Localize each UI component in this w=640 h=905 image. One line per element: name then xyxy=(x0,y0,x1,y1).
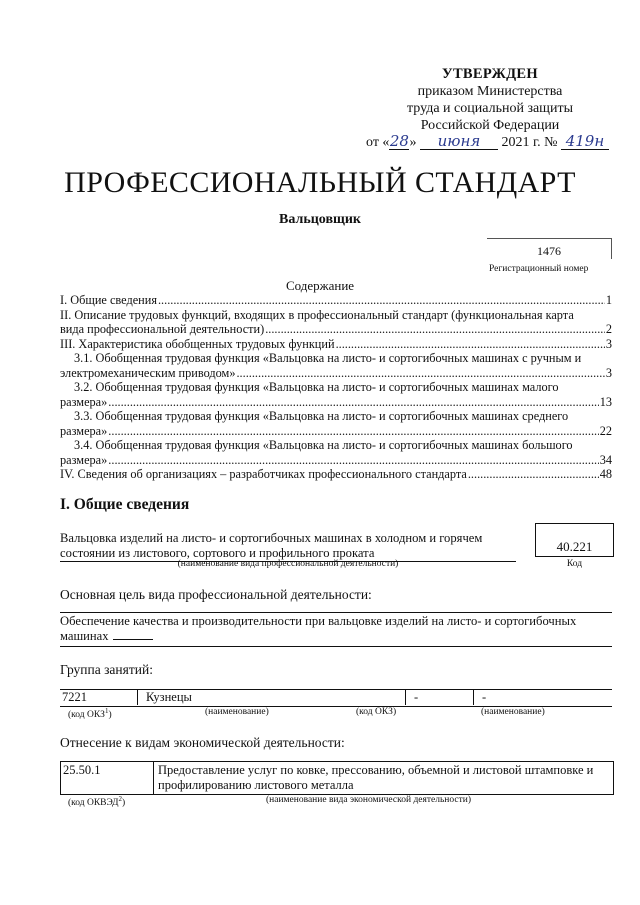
ved-name: Предоставление услуг по ковке, прессованию, объемной и листовой штамповке и профилированию листового металла xyxy=(158,763,594,792)
group-okz-2: - xyxy=(408,690,474,705)
toc-heading: Содержание xyxy=(285,278,355,293)
date-month: июня xyxy=(420,134,498,150)
approval-line-2: труда и социальной защиты xyxy=(407,101,573,116)
toc-item[interactable]: 3.1. Обобщенная трудовая функция «Вальцовка на листо- и сортогибочных машинах с ручным и электромеханическим приводом» ..... 3 xyxy=(60,351,612,380)
registration-number: 1476 xyxy=(537,244,561,258)
caption-okz-2: (код ОКЗ) xyxy=(356,707,397,717)
page-subtitle: Вальцовщик xyxy=(279,212,361,227)
toc-item[interactable]: I. Общие сведения ..... 1 xyxy=(60,293,612,308)
toc-list xyxy=(60,293,612,482)
toc-item[interactable]: III. Характеристика обобщенных трудовых функций ..... 3 xyxy=(60,337,612,352)
date-day: 28 xyxy=(389,132,409,150)
activity-code: 40.221 xyxy=(535,523,614,557)
date-mid: » xyxy=(409,135,417,150)
activity-name: Вальцовка изделий на листо- и сортогибочных машинах в холодном и горячем состоянии из листового, сортового и профильного проката xyxy=(60,531,516,562)
toc-item[interactable]: 3.2. Обобщенная трудовая функция «Вальцовка на листо- и сортогибочных машинах малого размера» ..... 13 xyxy=(60,380,612,409)
group-label: Группа занятий: xyxy=(60,662,153,677)
caption-ved-name: (наименование вида экономической деятельности) xyxy=(266,795,471,805)
date-year: 2021 г. № xyxy=(501,135,558,150)
approval-line-3: Российской Федерации xyxy=(420,118,560,133)
goal-box: Обеспечение качества и производительности при вальцовке изделий на листо- и сортогибочных машинах xyxy=(60,612,612,647)
toc-item[interactable]: II. Описание трудовых функций, входящих в профессиональный стандарт (функциональная карта вида профессиональной деятельности) ..... 2 xyxy=(60,308,612,337)
toc-item[interactable]: 3.4. Обобщенная трудовая функция «Вальцовка на листо- и сортогибочных машинах большого размера» ..... 34 xyxy=(60,438,612,467)
approval-line-1: приказом Министерства xyxy=(417,84,563,99)
caption-name-2: (наименование) xyxy=(481,707,545,717)
caption-okz-1: (код ОКЗ$^1$) xyxy=(68,707,112,721)
order-number: 419н xyxy=(561,134,609,150)
ved-table xyxy=(60,761,614,795)
code-caption: Код xyxy=(566,559,583,569)
activity-name-caption: (наименование вида профессиональной деятельности) xyxy=(177,559,399,569)
group-table xyxy=(60,689,612,707)
group-name-1: Кузнецы xyxy=(140,690,406,705)
registration-label: Регистрационный номер xyxy=(489,264,589,274)
ved-code: 25.50.1 xyxy=(61,762,154,794)
group-name-2: - xyxy=(482,690,487,704)
goal-label: Основная цель вида профессиональной деятельности: xyxy=(60,587,372,602)
ved-label: Отнесение к видам экономической деятельности: xyxy=(60,735,345,750)
approval-heading: УТВЕРЖДЕН xyxy=(442,66,538,82)
date-prefix: от « xyxy=(366,135,390,150)
caption-name-1: (наименование) xyxy=(205,707,269,717)
group-okz-1: 7221 xyxy=(60,690,138,705)
approval-date-line xyxy=(366,132,605,151)
section-heading: I. Общие сведения xyxy=(60,496,190,513)
toc-item[interactable]: IV. Сведения об организациях – разработчиках профессионального стандарта ..... 48 xyxy=(60,467,612,482)
toc-item[interactable]: 3.3. Обобщенная трудовая функция «Вальцовка на листо- и сортогибочных машинах среднего размера» ..... 22 xyxy=(60,409,612,438)
caption-okved: (код ОКВЭД$^2$) xyxy=(68,795,126,809)
approval-block xyxy=(366,66,605,151)
page-title: ПРОФЕССИОНАЛЬНЫЙ СТАНДАРТ xyxy=(64,166,576,199)
